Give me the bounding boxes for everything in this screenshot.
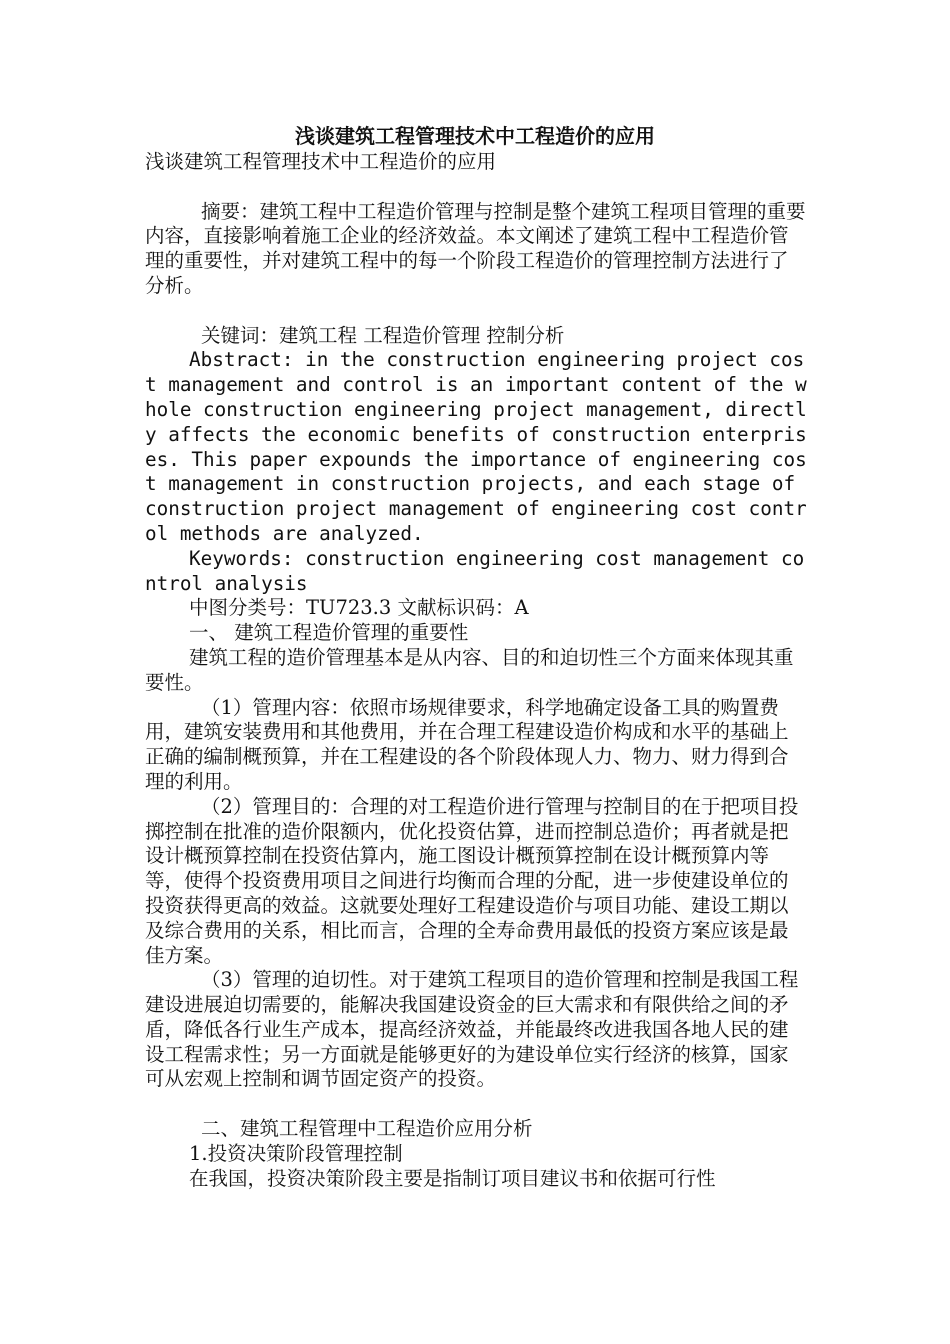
- document-body: [145, 150, 807, 1191]
- section1-item3: （3）管理的迫切性。对于建筑工程项目的造价管理和控制是我国工程建设进展迫切需要的，能解决我国建设资金的巨大需求和有限供给之间的矛盾，降低各行业生产成本，提高经济效益，并能最终改进我国各地人民的建设工程需求性；另一方面就是能够更好的为建设单位实行经济的核算，国家可从宏观上控制和调节固定资产的投资。: [145, 968, 799, 1091]
- abstract-en: Abstract: in the construction engineering project cost management and control is an important content of the whole construction engineering project management, directly affects the economic benefits of construction enterprises. This paper expounds the importance of engineering cost management in construction projects, and each stage of construction project management of engineering cost control methods are analyzed.: [145, 348, 807, 545]
- section2-subheading: 1.投资决策阶段管理控制: [189, 1141, 403, 1165]
- document-subtitle: 浅谈建筑工程管理技术中工程造价的应用: [145, 150, 497, 173]
- section1-heading: 一、 建筑工程造价管理的重要性: [189, 621, 469, 645]
- section1-item1: （1）管理内容：依照市场规律要求，科学地确定设备工具的购置费用，建筑安装费用和其他费用，并在合理工程建设造价构成和水平的基础上正确的编制概预算，并在工程建设的各个阶段体现人力、物力、财力得到合理的利用。: [145, 695, 789, 793]
- document-title: 浅谈建筑工程管理技术中工程造价的应用: [295, 124, 655, 148]
- spacer: [145, 175, 807, 200]
- section2-paragraph: 在我国，投资决策阶段主要是指制订项目建议书和依据可行性: [189, 1166, 716, 1190]
- keywords-cn: 关键词：建筑工程 工程造价管理 控制分析: [201, 323, 565, 347]
- spacer: [145, 299, 807, 324]
- abstract-cn: 摘要：建筑工程中工程造价管理与控制是整个建筑工程项目管理的重要内容，直接影响着施工企业的经济效益。本文阐述了建筑工程中工程造价管理的重要性，并对建筑工程中的每一个阶段工程造价的管理控制方法进行了分析。: [145, 199, 806, 297]
- spacer: [145, 1092, 807, 1117]
- section2-heading: 二、建筑工程管理中工程造价应用分析: [201, 1117, 533, 1141]
- classification-line: 中图分类号：TU723.3 文献标识码：A: [189, 596, 529, 620]
- section1-intro: 建筑工程的造价管理基本是从内容、目的和迫切性三个方面来体现其重要性。: [145, 645, 794, 694]
- keywords-en: Keywords: construction engineering cost management control analysis: [145, 546, 805, 595]
- section1-item2: （2）管理目的：合理的对工程造价进行管理与控制目的在于把项目投掷控制在批准的造价限额内，优化投资估算，进而控制总造价；再者就是把设计概预算控制在投资估算内，施工图设计概预算控制在设计概预算内等等，使得个投资费用项目之间进行均衡而合理的分配，进一步使建设单位的投资获得更高的效益。这就要处理好工程建设造价与项目功能、建设工期以及综合费用的关系，相比而言，合理的全寿命费用最低的投资方案应该是最佳方案。: [145, 794, 799, 967]
